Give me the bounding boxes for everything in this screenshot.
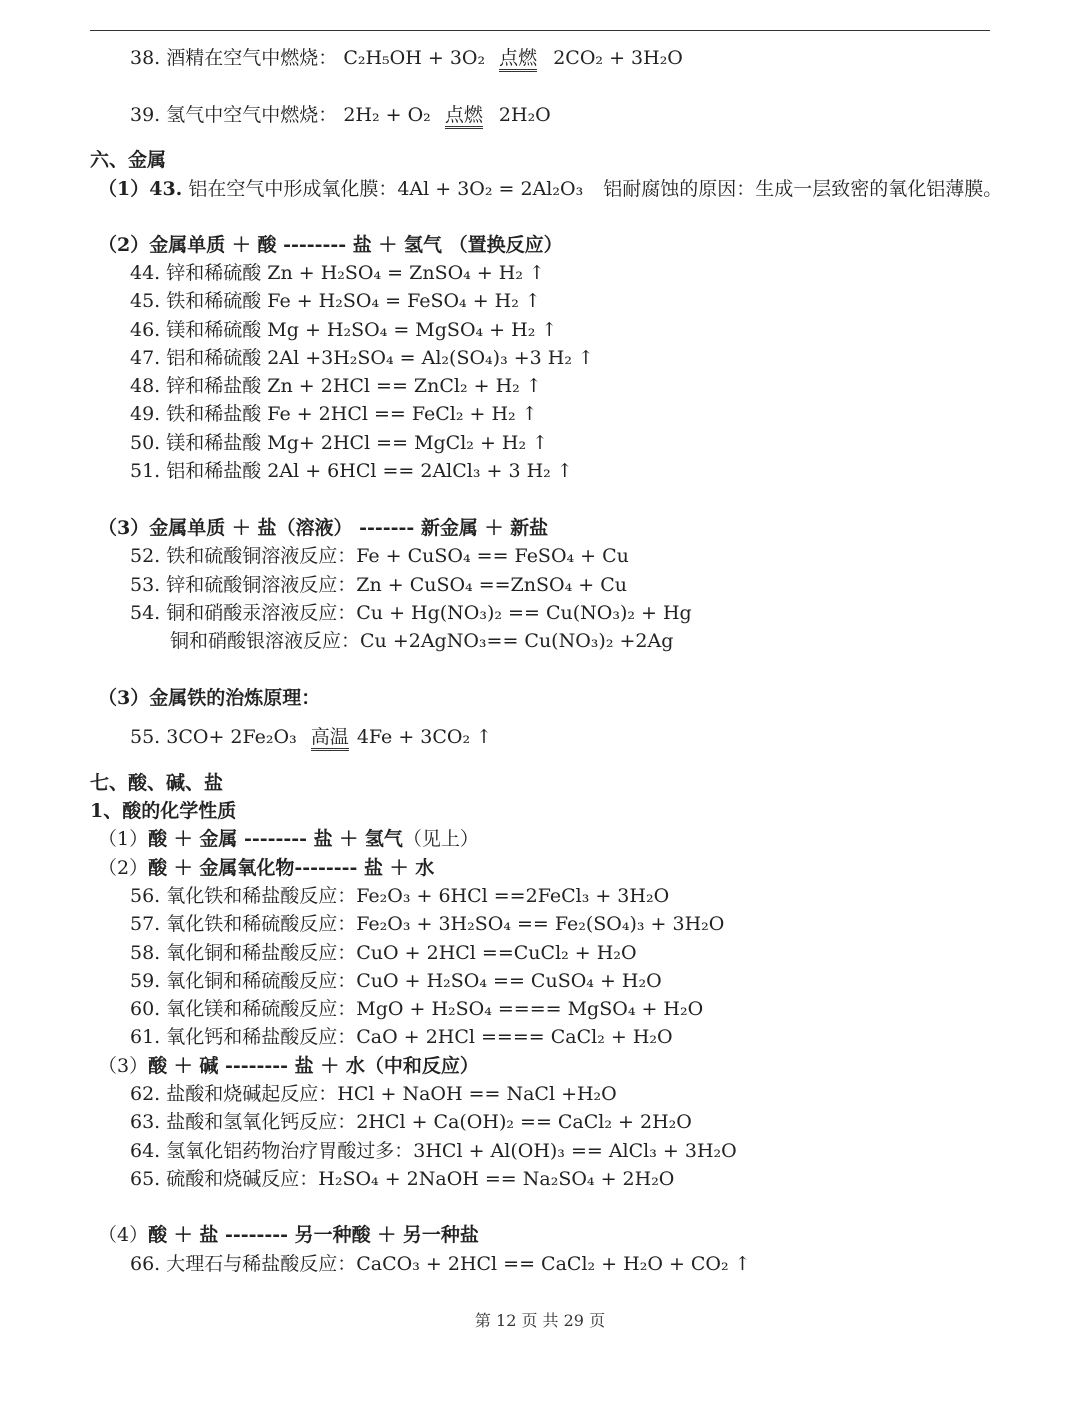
reaction-condition: 高温	[311, 726, 349, 751]
property-text: 酸 ＋ 盐 -------- 另一种酸 ＋ 另一种盐	[148, 1224, 479, 1246]
reaction-number: 38.	[130, 47, 161, 69]
reaction-59: 59. 氧化铜和稀硫酸反应：CuO + H₂SO₄ == CuSO₄ + H₂O	[130, 970, 662, 992]
reaction-63: 63. 盐酸和氢氧化钙反应：2HCl + Ca(OH)₂ == CaCl₂ + 2H₂O	[130, 1111, 692, 1133]
section-heading-metals: 六、金属	[90, 149, 167, 171]
property-label: （2）	[98, 857, 149, 879]
reaction-57: 57. 氧化铁和稀硫酸反应：Fe₂O₃ + 3H₂SO₄ == Fe₂(SO₄)₃ + 3H₂O	[130, 913, 725, 935]
reaction-49: 49. 铁和稀盐酸 Fe + 2HCl == FeCl₂ + H₂ ↑	[130, 403, 538, 425]
subsection-title-metal-acid: （2）金属单质 ＋ 酸 -------- 盐 ＋ 氢气 （置换反应）	[98, 234, 563, 256]
reaction-52: 52. 铁和硫酸铜溶液反应：Fe + CuSO₄ == FeSO₄ + Cu	[130, 545, 629, 567]
reaction-64: 64. 氢氧化铝药物治疗胃酸过多：3HCl + Al(OH)₃ == AlCl₃ + 3H₂O	[130, 1140, 737, 1162]
property-3	[98, 1053, 479, 1079]
reaction-text: 铝在空气中形成氧化膜：4Al + 3O₂ = 2Al₂O₃	[188, 178, 584, 200]
reaction-note: 铝耐腐蚀的原因：生成一层致密的氧化铝薄膜。	[603, 178, 1003, 200]
reaction-39	[130, 102, 551, 129]
subsection-label: （1）43.	[98, 178, 183, 200]
reaction-48: 48. 锌和稀盐酸 Zn + 2HCl == ZnCl₂ + H₂ ↑	[130, 375, 542, 397]
reaction-60: 60. 氧化镁和稀硫酸反应：MgO + H₂SO₄ ==== MgSO₄ + H₂O	[130, 998, 704, 1020]
reaction-condition: 点燃	[499, 47, 537, 72]
reaction-lhs: 3CO+ 2Fe₂O₃	[166, 726, 297, 748]
reaction-condition: 点燃	[445, 104, 483, 129]
reaction-61: 61. 氧化钙和稀盐酸反应：CaO + 2HCl ==== CaCl₂ + H₂O	[130, 1026, 673, 1048]
property-label: （1）	[98, 828, 149, 850]
property-text: 酸 ＋ 金属氧化物-------- 盐 ＋ 水	[148, 857, 435, 879]
property-text: 酸 ＋ 碱 -------- 盐 ＋ 水（中和反应）	[148, 1055, 479, 1077]
reaction-51: 51. 铝和稀盐酸 2Al + 6HCl == 2AlCl₃ + 3 H₂ ↑	[130, 460, 573, 482]
reaction-number: 39.	[130, 104, 161, 126]
subsection-title-metal-salt: （3）金属单质 ＋ 盐（溶液） ------- 新金属 ＋ 新盐	[98, 517, 549, 539]
reaction-name: 酒精在空气中燃烧：	[166, 47, 338, 69]
reaction-number: 55.	[130, 726, 161, 748]
reaction-rhs: 2CO₂ + 3H₂O	[553, 47, 683, 69]
reaction-44: 44. 锌和稀硫酸 Zn + H₂SO₄ = ZnSO₄ + H₂ ↑	[130, 262, 545, 284]
subsection-title-iron-smelting: （3）金属铁的治炼原理：	[98, 687, 321, 709]
reaction-65: 65. 硫酸和烧碱反应：H₂SO₄ + 2NaOH == Na₂SO₄ + 2H₂O	[130, 1168, 675, 1190]
property-text: 酸 ＋ 金属 -------- 盐 ＋ 氢气	[148, 828, 403, 850]
reaction-47: 47. 铝和稀硫酸 2Al +3H₂SO₄ = Al₂(SO₄)₃ +3 H₂ ↑	[130, 347, 594, 369]
section-heading-acid-base-salt: 七、酸、碱、盐	[90, 772, 224, 794]
reaction-55	[130, 724, 492, 751]
header-rule	[90, 30, 990, 31]
page-footer: 第 12 页 共 29 页	[474, 1311, 606, 1330]
reaction-54b: 铜和硝酸银溶液反应：Cu +2AgNO₃== Cu(NO₃)₂ +2Ag	[170, 630, 674, 652]
property-note: （见上）	[402, 828, 479, 850]
reaction-66: 66. 大理石与稀盐酸反应：CaCO₃ + 2HCl == CaCl₂ + H₂O + CO₂ ↑	[130, 1253, 751, 1275]
reaction-50: 50. 镁和稀盐酸 Mg+ 2HCl == MgCl₂ + H₂ ↑	[130, 432, 549, 454]
reaction-43	[98, 176, 1002, 202]
reaction-38	[130, 45, 683, 72]
property-label: （4）	[98, 1224, 149, 1246]
reaction-45: 45. 铁和稀硫酸 Fe + H₂SO₄ = FeSO₄ + H₂ ↑	[130, 290, 541, 312]
property-label: （3）	[98, 1055, 149, 1077]
reaction-54: 54. 铜和硝酸汞溶液反应：Cu + Hg(NO₃)₂ == Cu(NO₃)₂ + Hg	[130, 602, 692, 624]
reaction-rhs: 4Fe + 3CO₂ ↑	[356, 726, 493, 748]
property-1	[98, 826, 479, 852]
reaction-lhs: 2H₂ + O₂	[343, 104, 431, 126]
reaction-62: 62. 盐酸和烧碱起反应：HCl + NaOH == NaCl +H₂O	[130, 1083, 617, 1105]
reaction-name: 氢气中空气中燃烧：	[166, 104, 338, 126]
property-2	[98, 855, 434, 881]
reaction-53: 53. 锌和硫酸铜溶液反应：Zn + CuSO₄ ==ZnSO₄ + Cu	[130, 574, 627, 596]
reaction-46: 46. 镁和稀硫酸 Mg + H₂SO₄ = MgSO₄ + H₂ ↑	[130, 319, 558, 341]
reaction-58: 58. 氧化铜和稀盐酸反应：CuO + 2HCl ==CuCl₂ + H₂O	[130, 942, 637, 964]
property-4	[98, 1222, 479, 1248]
reaction-56: 56. 氧化铁和稀盐酸反应：Fe₂O₃ + 6HCl ==2FeCl₃ + 3H₂O	[130, 885, 670, 907]
reaction-rhs: 2H₂O	[498, 104, 551, 126]
reaction-lhs: C₂H₅OH + 3O₂	[343, 47, 486, 69]
subsection-heading-acid-properties: 1、酸的化学性质	[90, 800, 237, 822]
